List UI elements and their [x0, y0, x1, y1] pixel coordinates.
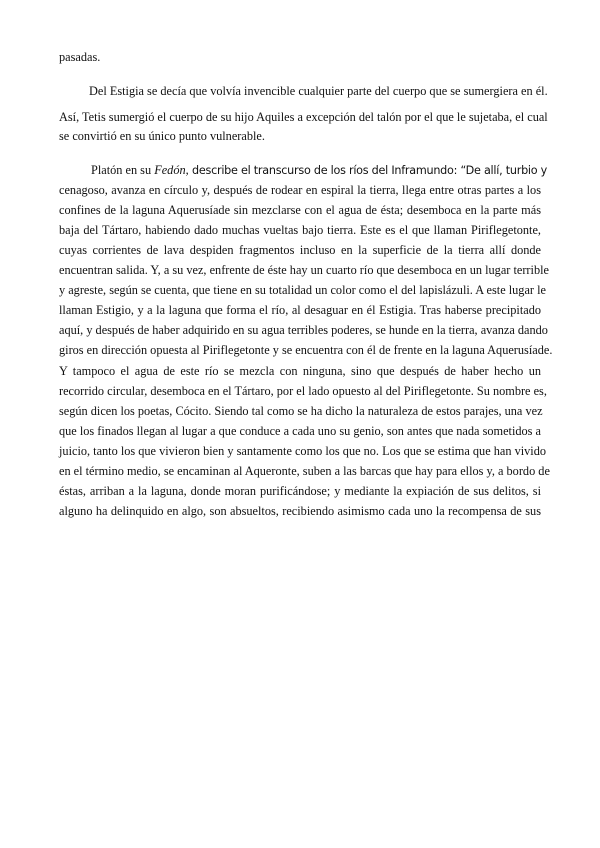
text-line: en el término medio, se encaminan al Aqueronte, suben a las barcas que hay para ellos y, a bordo de: [59, 464, 550, 478]
text-line: Del Estigia se decía que volvía invencible cualquier parte del cuerpo que se sumergiera en él.: [89, 84, 548, 98]
paragraph-opening-line: [91, 160, 548, 181]
text-line: aquí, y después de haber adquirido en su agua terribles poderes, se hunde en la tierra, avanza dando: [59, 323, 548, 337]
text-line: llaman Estigio, y a la laguna que forma el río, al desaguar en él Estigia. Tras haberse precipitado: [59, 303, 541, 317]
text-line: recorrido circular, desemboca en el Tártaro, por el lado opuesto al del Piriflegetonte. Su nombre es,: [59, 384, 547, 398]
text-line: juicio, tanto los que vivieron bien y santamente como los que no. Los que se estima que han vivido: [59, 444, 546, 458]
text-span: Platón en su: [91, 163, 155, 177]
text-line: cuyas corrientes de lava despiden fragmentos incluso en la superficie de la tierra allí donde: [59, 243, 541, 257]
text-line: cenagoso, avanza en círculo y, después de rodear en espiral la tierra, llega entre otras partes a los: [59, 183, 541, 197]
text-line: alguno ha delinquido en algo, son absueltos, recibiendo asimismo cada uno la recompensa de sus: [59, 504, 541, 518]
text-line: éstas, arriban a la laguna, donde moran purificándose; y mediante la expiación de sus delitos, si: [59, 484, 541, 498]
text-line: Y tampoco el agua de este río se mezcla con ninguna, sino que después de haber hecho un: [59, 364, 541, 378]
text-line: pasadas.: [59, 50, 101, 64]
text-line: baja del Tártaro, habiendo dado muchas vueltas bajo tierra. Este es el que llaman Piriflegetonte,: [59, 223, 541, 237]
book-title: Fedón,: [154, 163, 189, 177]
text-line: que los finados llegan al lugar a que conduce a cada uno su genio, son antes que nada sometidos a: [59, 424, 541, 438]
text-line: se convirtió en su único punto vulnerable.: [59, 129, 265, 143]
text-line: Así, Tetis sumergió el cuerpo de su hijo Aquiles a excepción del talón por el que le sujetaba, el cual: [59, 110, 548, 124]
text-line: confines de la laguna Aquerusíade sin mezclarse con el agua de ésta; desemboca en la parte más: [59, 203, 541, 217]
text-line: según dicen los poetas, Cócito. Siendo tal como se ha dicho la naturaleza de estos parajes, una vez: [59, 404, 543, 418]
text-line: encuentran salida. Y, a su vez, enfrente de éste hay un cuarto río que desemboca en un lugar terrible: [59, 263, 549, 277]
text-line: y agreste, según se cuenta, que tiene en su totalidad un color como el del lapislázuli. A este lugar le: [59, 283, 546, 297]
text-span: describe el transcurso de los ríos del Inframundo: “De allí, turbio y: [188, 164, 548, 177]
text-line: giros en dirección opuesta al Piriflegetonte y se encuentra con él de frente en la laguna Aquerusíade.: [59, 343, 553, 357]
